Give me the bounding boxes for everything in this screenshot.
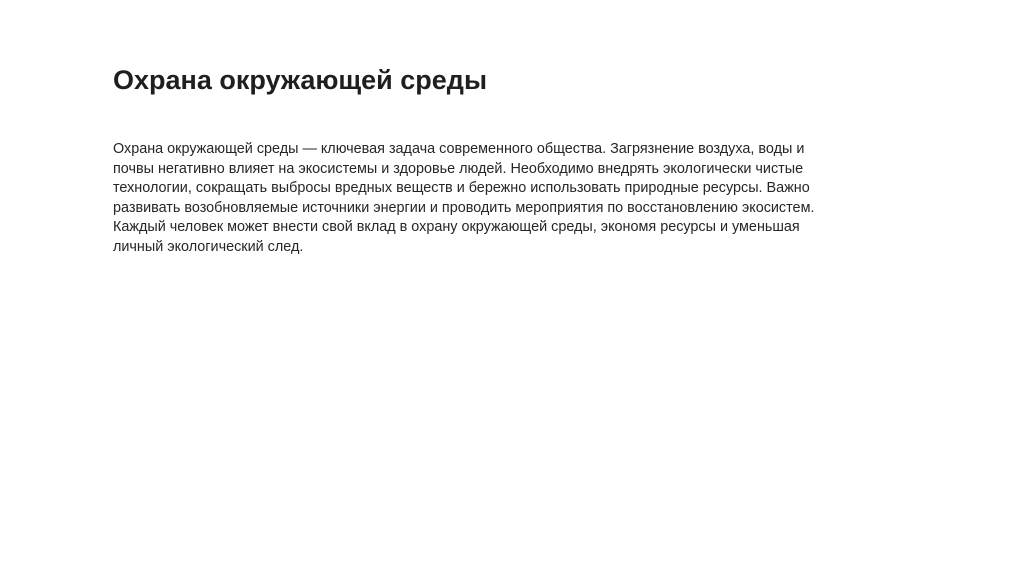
body-line: личный экологический след.: [113, 238, 304, 255]
slide-title: Охрана окружающей среды: [113, 65, 488, 95]
body-line: технологии, сокращать выбросы вредных веществ и бережно использовать природные ресурсы. Важно: [113, 180, 810, 196]
body-line: Охрана окружающей среды — ключевая задача современного общества. Загрязнение воздуха, воды и: [113, 141, 805, 157]
body-line: развивать возобновляемые источники энергии и проводить мероприятия по восстановлению экосистем.: [113, 199, 815, 216]
slide-body-text: [113, 140, 893, 257]
body-line: почвы негативно влияет на экосистемы и здоровье людей. Необходимо внедрять экологически чистые: [113, 160, 804, 177]
body-line: Каждый человек может внести свой вклад в охрану окружающей среды, экономя ресурсы и уменьшая: [113, 219, 800, 235]
